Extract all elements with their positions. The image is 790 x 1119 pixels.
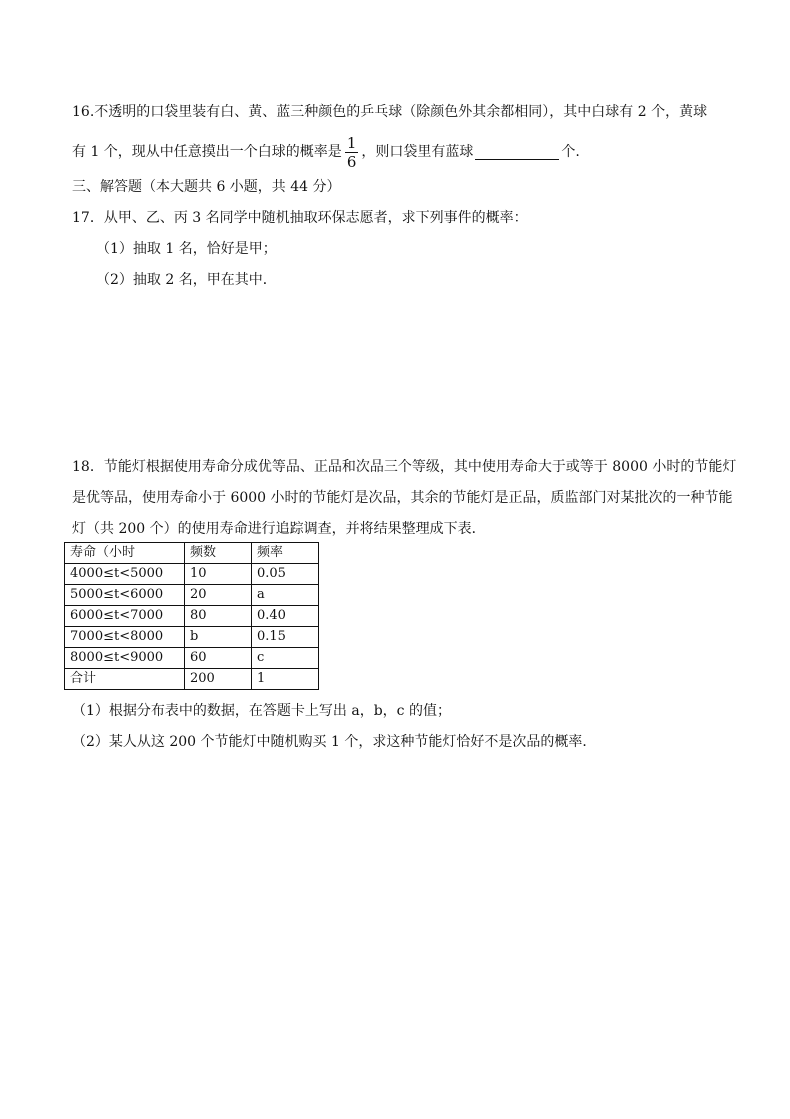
table-header-row	[65, 543, 319, 564]
fraction-numerator: 1	[346, 133, 357, 152]
table-cell: 8000≤t<9000	[65, 648, 185, 669]
table-cell: 0.15	[252, 627, 319, 648]
table-cell: 7000≤t<8000	[65, 627, 185, 648]
q16-line-2	[72, 134, 580, 170]
table-total-row	[65, 669, 319, 690]
table-row	[65, 648, 319, 669]
table-cell: 80	[185, 606, 252, 627]
section-heading: 三、解答题（本大题共 6 小题，共 44 分）	[72, 179, 341, 195]
fraction-denominator: 6	[346, 152, 357, 171]
q18-line-1: 18．节能灯根据使用寿命分成优等品、正品和次品三个等级，其中使用寿命大于或等于 8000 小时的节能灯	[72, 459, 737, 475]
lifespan-distribution-table	[64, 542, 319, 690]
table-row	[65, 564, 319, 585]
table-cell: 10	[185, 564, 252, 585]
table-cell: 4000≤t<5000	[65, 564, 185, 585]
table-row	[65, 606, 319, 627]
answer-blank	[475, 145, 559, 160]
q16-line-2-start: 有 1 个，现从中任意摸出一个白球的概率是	[72, 144, 342, 160]
q17-part-1: （1）抽取 1 名，恰好是甲；	[96, 241, 277, 257]
header-frequency-rate: 频率	[252, 543, 319, 564]
q16-line-2-middle: ，则口袋里有蓝球	[361, 144, 474, 160]
table-cell: 0.40	[252, 606, 319, 627]
table-cell: b	[185, 627, 252, 648]
q17-stem: 17．从甲、乙、丙 3 名同学中随机抽取环保志愿者，求下列事件的概率：	[72, 210, 528, 226]
table-cell: 1	[252, 669, 319, 690]
q18-line-3: 灯（共 200 个）的使用寿命进行追踪调查，并将结果整理成下表．	[72, 521, 486, 537]
header-lifespan: 寿命（小时	[65, 543, 185, 564]
table-cell: 5000≤t<6000	[65, 585, 185, 606]
table-cell: 0.05	[252, 564, 319, 585]
table-cell: 200	[185, 669, 252, 690]
table-cell: 60	[185, 648, 252, 669]
header-frequency-count: 频数	[185, 543, 252, 564]
q17-part-2: （2）抽取 2 名，甲在其中．	[96, 272, 277, 288]
q18-part-2: （2）某人从这 200 个节能灯中随机购买 1 个，求这种节能灯恰好不是次品的概率．	[72, 734, 597, 750]
q18-part-1: （1）根据分布表中的数据，在答题卡上写出 a，b，c 的值；	[72, 703, 451, 719]
probability-fraction	[345, 135, 359, 170]
q18-line-2: 是优等品，使用寿命小于 6000 小时的节能灯是次品，其余的节能灯是正品，质监部门对某批次的一种节能	[72, 490, 733, 506]
table-cell: a	[252, 585, 319, 606]
table-cell: 20	[185, 585, 252, 606]
table-row	[65, 585, 319, 606]
table-row	[65, 627, 319, 648]
table-cell: 合计	[65, 669, 185, 690]
q16-line-1: 16.不透明的口袋里装有白、黄、蓝三种颜色的乒乓球（除颜色外其余都相同），其中白球有 2 个，黄球	[72, 104, 708, 120]
table-cell: c	[252, 648, 319, 669]
table-cell: 6000≤t<7000	[65, 606, 185, 627]
q16-line-2-end: 个.	[561, 144, 580, 160]
